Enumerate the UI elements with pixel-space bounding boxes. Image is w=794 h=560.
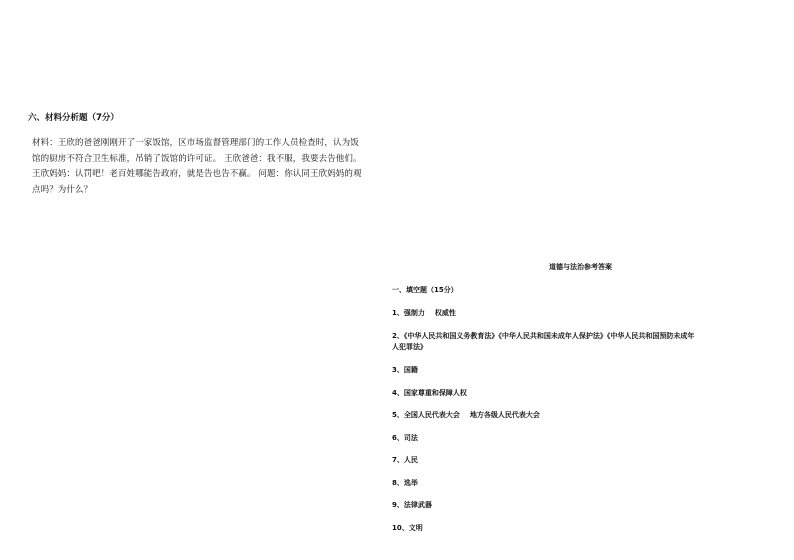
answer-text: 《中华人民共和国义务教育法》《中华人民共和国未成年人保护法》《中华人民共和国预防未成年 [403, 331, 695, 340]
answer-text: 强制力 [403, 309, 425, 317]
answer-item [392, 478, 787, 488]
answer-number: 8、 [392, 478, 404, 487]
answer-text: 人民 [403, 456, 418, 464]
answer-number: 6、 [392, 433, 404, 442]
answer-key-title: 道德与法治参考答案 [549, 263, 612, 271]
answer-item [392, 500, 787, 510]
answer-number: 7、 [392, 456, 404, 464]
answer-text: 法律武器 [403, 501, 432, 509]
answer-text: 权威性 [434, 309, 456, 317]
answer-text: 选举 [403, 478, 418, 487]
answer-number: 10、 [392, 523, 409, 532]
answer-number: 9、 [392, 501, 404, 509]
answer-item [392, 410, 787, 420]
answer-item [392, 308, 787, 318]
answer-item [392, 523, 787, 533]
answer-number: 2、 [392, 331, 404, 340]
answer-text: 司法 [403, 433, 418, 442]
answer-item [392, 388, 787, 398]
answer-item [392, 331, 722, 353]
answer-text: 国籍 [403, 366, 418, 374]
answer-section-heading: 一、填空题（15分） [392, 286, 458, 294]
answer-text: 地方各级人民代表大会 [469, 411, 540, 419]
answer-key [392, 262, 787, 545]
answer-item [392, 365, 787, 375]
answer-number: 3、 [392, 366, 404, 374]
answer-text: 人犯罪法》 [392, 342, 427, 351]
material-line: 王欣妈妈：认罚吧！老百姓哪能告政府，就是告也告不赢。 问题：你认同王欣妈妈的观 [32, 169, 362, 179]
answer-item [392, 455, 787, 465]
answer-text: 国家尊重和保障人权 [403, 388, 467, 397]
answer-number: 1、 [392, 309, 404, 317]
answer-text: 全国人民代表大会 [403, 411, 460, 419]
material-passage [28, 136, 392, 198]
answer-item [392, 433, 787, 443]
answer-text: 文明 [408, 523, 423, 532]
answer-number: 4、 [392, 388, 404, 397]
material-line: 馆的厨房不符合卫生标准，吊销了饭馆的许可证。 王欣爸爸：我不服，我要去告他们。 [32, 153, 362, 164]
section-heading: 六、材料分析题（7分） [28, 113, 119, 123]
material-analysis-section [28, 112, 398, 198]
answer-number: 5、 [392, 411, 404, 419]
material-line: 材料：王欣的爸爸刚刚开了一家饭馆，区市场监督管理部门的工作人员检查时，认为饭 [32, 138, 359, 148]
material-line: 点吗？为什么？ [32, 184, 93, 195]
